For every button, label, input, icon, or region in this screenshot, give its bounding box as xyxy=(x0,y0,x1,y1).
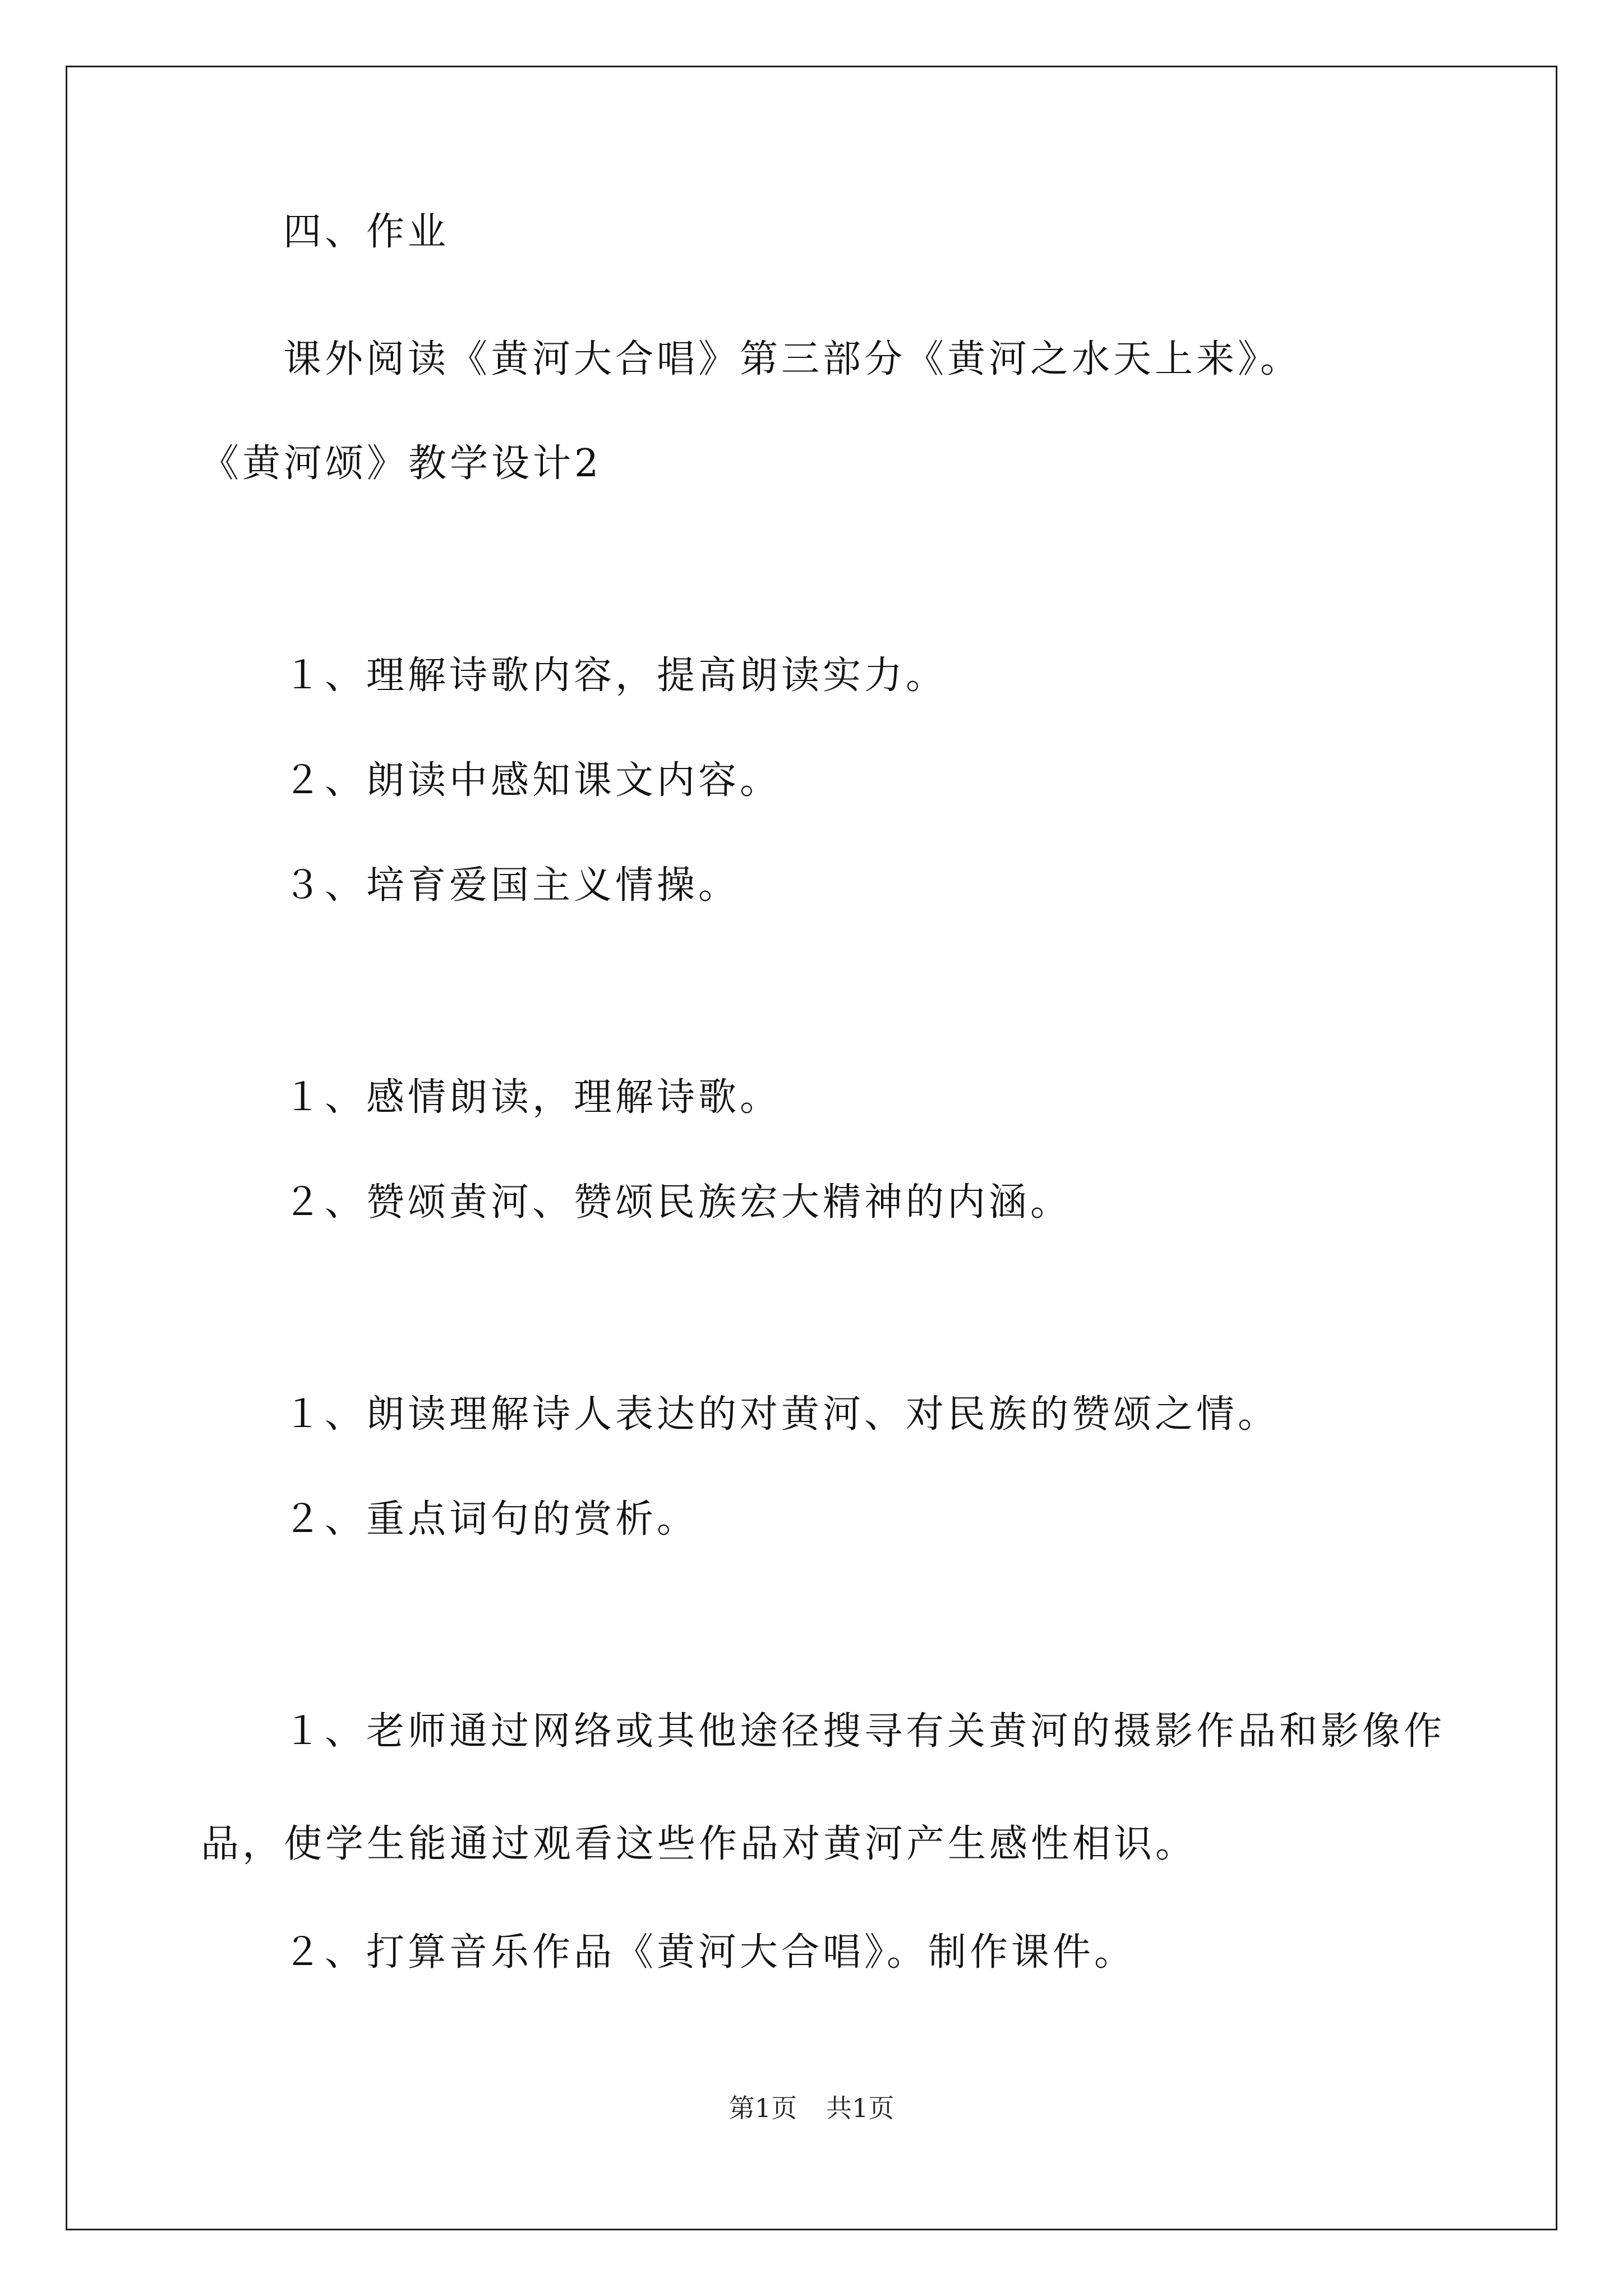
section-title-design-2: 《黄河颂》教学设计2 xyxy=(201,441,602,486)
preparation-item-1-line-2: 品，使学生能通过观看这些作品对黄河产生感性相识。 xyxy=(201,1822,1197,1866)
preparation-item-1-line-1: １、老师通过网络或其他途径搜寻有关黄河的摄影作品和影像作 xyxy=(283,1709,1446,1754)
difficulty-item-2: ２、重点词句的赏析。 xyxy=(283,1497,699,1542)
preparation-item-2: ２、打算音乐作品《黄河大合唱》。制作课件。 xyxy=(283,1930,1136,1975)
heading-homework: 四、作业 xyxy=(283,210,450,254)
key-point-item-2: ２、赞颂黄河、赞颂民族宏大精神的内涵。 xyxy=(283,1180,1072,1225)
difficulty-item-1: １、朗读理解诗人表达的对黄河、对民族的赞颂之情。 xyxy=(283,1392,1280,1437)
paragraph-reading-assignment: 课外阅读《黄河大合唱》第三部分《黄河之水天上来》。 xyxy=(283,337,1302,381)
objective-item-2: ２、朗读中感知课文内容。 xyxy=(283,758,782,803)
key-point-item-1: １、感情朗读，理解诗歌。 xyxy=(283,1075,782,1120)
page-number: 第1页 xyxy=(728,2093,797,2123)
page-total: 共1页 xyxy=(826,2093,895,2123)
objective-item-3: ３、培育爱国主义情操。 xyxy=(283,863,740,908)
page-border xyxy=(66,66,1557,2230)
page-footer xyxy=(0,2092,1623,2124)
objective-item-1: １、理解诗歌内容，提高朗读实力。 xyxy=(283,654,948,698)
